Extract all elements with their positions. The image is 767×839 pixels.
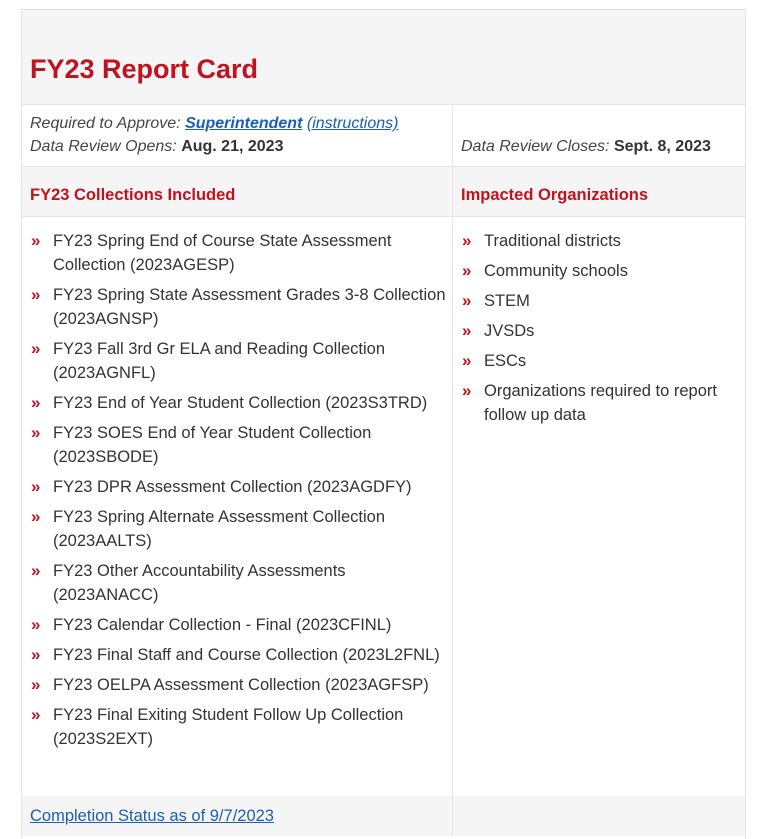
list-item — [461, 379, 739, 427]
list-item-label: Community schools — [484, 262, 628, 280]
list-item — [461, 289, 739, 313]
chevron-double-right-icon: » — [462, 261, 472, 280]
closes-label: Data Review Closes: — [461, 138, 610, 155]
chevron-double-right-icon: » — [31, 561, 41, 580]
completion-status-link[interactable]: Completion Status as of 9/7/2023 — [30, 807, 274, 825]
chevron-double-right-icon: » — [31, 705, 41, 724]
review-info-right — [453, 105, 745, 166]
list-item — [461, 349, 739, 373]
list-item — [30, 613, 446, 637]
chevron-double-right-icon: » — [462, 351, 472, 370]
section-heading-row — [22, 167, 745, 217]
list-item — [30, 643, 446, 667]
list-item-label: Traditional districts — [484, 232, 621, 250]
chevron-double-right-icon: » — [462, 231, 472, 250]
list-item — [30, 475, 446, 499]
superintendent-link[interactable]: Superintendent — [185, 115, 303, 132]
closes-date: Sept. 8, 2023 — [613, 138, 711, 155]
list-item-label: FY23 Spring Alternate Assessment Collection (2023AALTS) — [53, 508, 386, 550]
footer-row — [22, 796, 745, 836]
list-item-label: JVSDs — [484, 322, 535, 340]
list-item-label: ESCs — [484, 352, 527, 370]
list-item-label: FY23 Other Accountability Assessments (2023ANACC) — [53, 562, 346, 604]
approve-line — [30, 113, 398, 135]
review-info-left — [22, 105, 453, 166]
organizations-cell — [453, 217, 745, 796]
list-item-label: FY23 DPR Assessment Collection (2023AGDFY) — [53, 478, 412, 496]
list-item-label: FY23 Spring State Assessment Grades 3-8 Collection (2023AGNSP) — [53, 286, 446, 328]
list-item — [30, 703, 446, 751]
list-item-label: FY23 SOES End of Year Student Collection (2023SBODE) — [53, 424, 372, 466]
opens-date: Aug. 21, 2023 — [181, 138, 284, 155]
chevron-double-right-icon: » — [31, 507, 41, 526]
list-item-label: FY23 Spring End of Course State Assessment Collection (2023AGESP) — [53, 232, 392, 274]
list-item — [461, 319, 739, 343]
chevron-double-right-icon: » — [462, 381, 472, 400]
list-item — [30, 421, 446, 469]
list-item — [30, 505, 446, 553]
chevron-double-right-icon: » — [31, 645, 41, 664]
list-item — [30, 673, 446, 697]
list-item-label: Organizations required to report follow up data — [484, 382, 717, 424]
organizations-heading: Impacted Organizations — [461, 186, 649, 204]
chevron-double-right-icon: » — [31, 393, 41, 412]
collections-heading-cell — [22, 167, 453, 216]
review-info-row — [22, 105, 745, 167]
list-item — [461, 229, 739, 253]
chevron-double-right-icon: » — [31, 231, 41, 250]
list-item — [30, 337, 446, 385]
chevron-double-right-icon: » — [31, 615, 41, 634]
list-item — [30, 283, 446, 331]
list-item — [461, 259, 739, 283]
chevron-double-right-icon: » — [31, 285, 41, 304]
list-item-label: STEM — [484, 292, 530, 310]
page-title: FY23 Report Card — [30, 54, 259, 84]
list-item-label: FY23 Calendar Collection - Final (2023CFINL) — [53, 616, 392, 634]
list-item — [30, 229, 446, 277]
chevron-double-right-icon: » — [31, 477, 41, 496]
collections-heading: FY23 Collections Included — [30, 186, 236, 204]
chevron-double-right-icon: » — [31, 675, 41, 694]
list-item — [30, 559, 446, 607]
collections-list — [30, 229, 446, 757]
list-item-label: FY23 End of Year Student Collection (2023S3TRD) — [53, 394, 428, 412]
chevron-double-right-icon: » — [462, 321, 472, 340]
opens-line — [30, 136, 283, 158]
chevron-double-right-icon: » — [31, 423, 41, 442]
list-item-label: FY23 Final Exiting Student Follow Up Collection (2023S2EXT) — [53, 706, 404, 748]
approve-label: Required to Approve: — [30, 115, 181, 132]
title-band — [22, 10, 745, 105]
closes-line — [461, 136, 711, 158]
collections-cell — [22, 217, 453, 796]
list-item-label: FY23 OELPA Assessment Collection (2023AGFSP) — [53, 676, 429, 694]
list-item-label: FY23 Fall 3rd Gr ELA and Reading Collection (2023AGNFL) — [53, 340, 386, 382]
lists-row — [22, 217, 745, 796]
list-item-label: FY23 Final Staff and Course Collection (2023L2FNL) — [53, 646, 440, 664]
list-item — [30, 391, 446, 415]
footer-right — [453, 796, 745, 836]
report-card-table — [21, 9, 746, 839]
opens-label: Data Review Opens: — [30, 138, 177, 155]
chevron-double-right-icon: » — [31, 339, 41, 358]
organizations-heading-cell — [453, 167, 745, 216]
organizations-list — [461, 229, 739, 433]
footer-left — [22, 796, 453, 836]
chevron-double-right-icon: » — [462, 291, 472, 310]
instructions-link[interactable]: (instructions) — [306, 115, 399, 132]
